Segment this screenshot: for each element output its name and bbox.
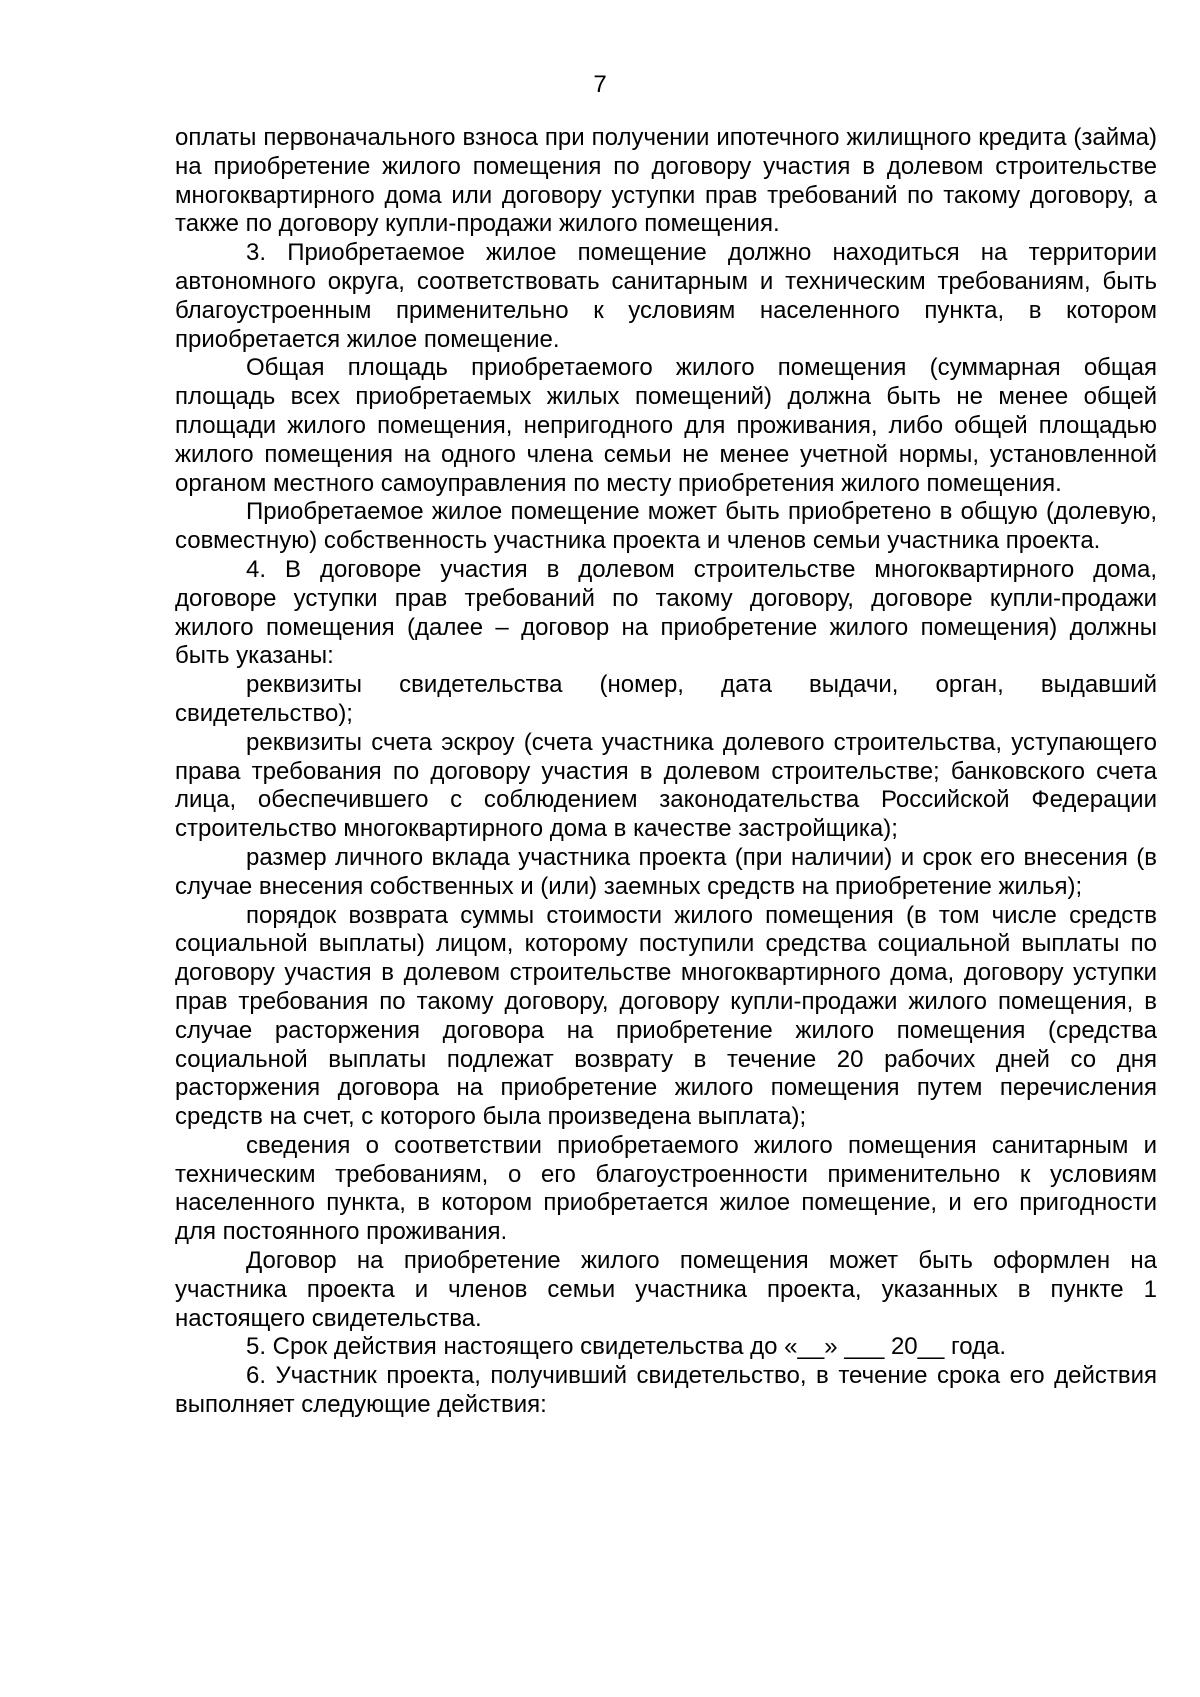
document-body: [175, 124, 1157, 1420]
paragraph-total-area: Общая площадь приобретаемого жилого помещения (суммарная общая площадь всех приобретаемых жилых помещений) должна быть не менее общей площади жилого помещения, непригодного для проживания, либо общей площадью жилого помещения на одного члена семьи не менее учетной нормы, установленной органом местного самоуправления по месту приобретения жилого помещения.: [175, 354, 1157, 497]
paragraph-certificate-details: реквизиты свидетельства (номер, дата выдачи, орган, выдавший свидетельство);: [175, 671, 1157, 727]
paragraph-clause-5: 5. Срок действия настоящего свидетельства до «__» ___ 20__ года.: [246, 1333, 1007, 1361]
paragraph-personal-contribution: размер личного вклада участника проекта (при наличии) и срок его внесения (в случае внесения собственных и (или) заемных средств на приобретение жилья);: [175, 843, 1157, 900]
paragraph-clause-3: 3. Приобретаемое жилое помещение должно находиться на территории автономного округа, соответствовать санитарным и техническим требованиям, быть благоустроенным применительно к условиям населенного пункта, в котором приобретается жилое помещение.: [175, 239, 1157, 353]
paragraph-refund-procedure: порядок возврата суммы стоимости жилого помещения (в том числе средств социальной выплаты) лицом, которому поступили средства социальной выплаты по договору участия в долевом строительстве многоквартирного дома, договору уступки прав требования по такому договору, договору купли-продажи жилого помещения, в случае расторжения договора на приобретение жилого помещения (средства социальной выплаты подлежат возврату в течение 20 рабочих дней со дня расторжения договора на приобретение жилого помещения путем перечисления средств на счет, с которого была произведена выплата);: [175, 901, 1157, 1131]
paragraph-ownership: Приобретаемое жилое помещение может быть приобретено в общую (долевую, совместную) собственность участника проекта и членов семьи участника проекта.: [175, 498, 1157, 555]
paragraph-escrow-details: реквизиты счета эскроу (счета участника долевого строительства, уступающего права требования по договору участия в долевом строительстве; банковского счета лица, обеспечившего с соблюдением законодательства Российской Федерации строительство многоквартирного дома в качестве застройщика);: [175, 728, 1157, 843]
paragraph-clause-6: 6. Участник проекта, получивший свидетельство, в течение срока его действия выполняет следующие действия:: [175, 1362, 1157, 1419]
paragraph-clause-4: 4. В договоре участия в долевом строительстве многоквартирного дома, договоре уступки прав требований по такому договору, договоре купли-продажи жилого помещения (далее – договор на приобретение жилого помещения) должны быть указаны:: [175, 555, 1157, 670]
paragraph-compliance-info: сведения о соответствии приобретаемого жилого помещения санитарным и техническим требованиям, о его благоустроенности применительно к условиям населенного пункта, в котором приобретается жилое помещение, и его пригодности для постоянного проживания.: [175, 1131, 1157, 1246]
paragraph-continuation: оплаты первоначального взноса при получении ипотечного жилищного кредита (займа) на приобретение жилого помещения по договору участия в долевом строительстве многоквартирного дома или договору уступки прав требований по такому договору, а также по договору купли-продажи жилого помещения.: [175, 124, 1157, 238]
page-number: 7: [593, 71, 607, 98]
paragraph-contract-parties: Договор на приобретение жилого помещения может быть оформлен на участника проекта и членов семьи участника проекта, указанных в пункте 1 настоящего свидетельства.: [175, 1247, 1157, 1332]
